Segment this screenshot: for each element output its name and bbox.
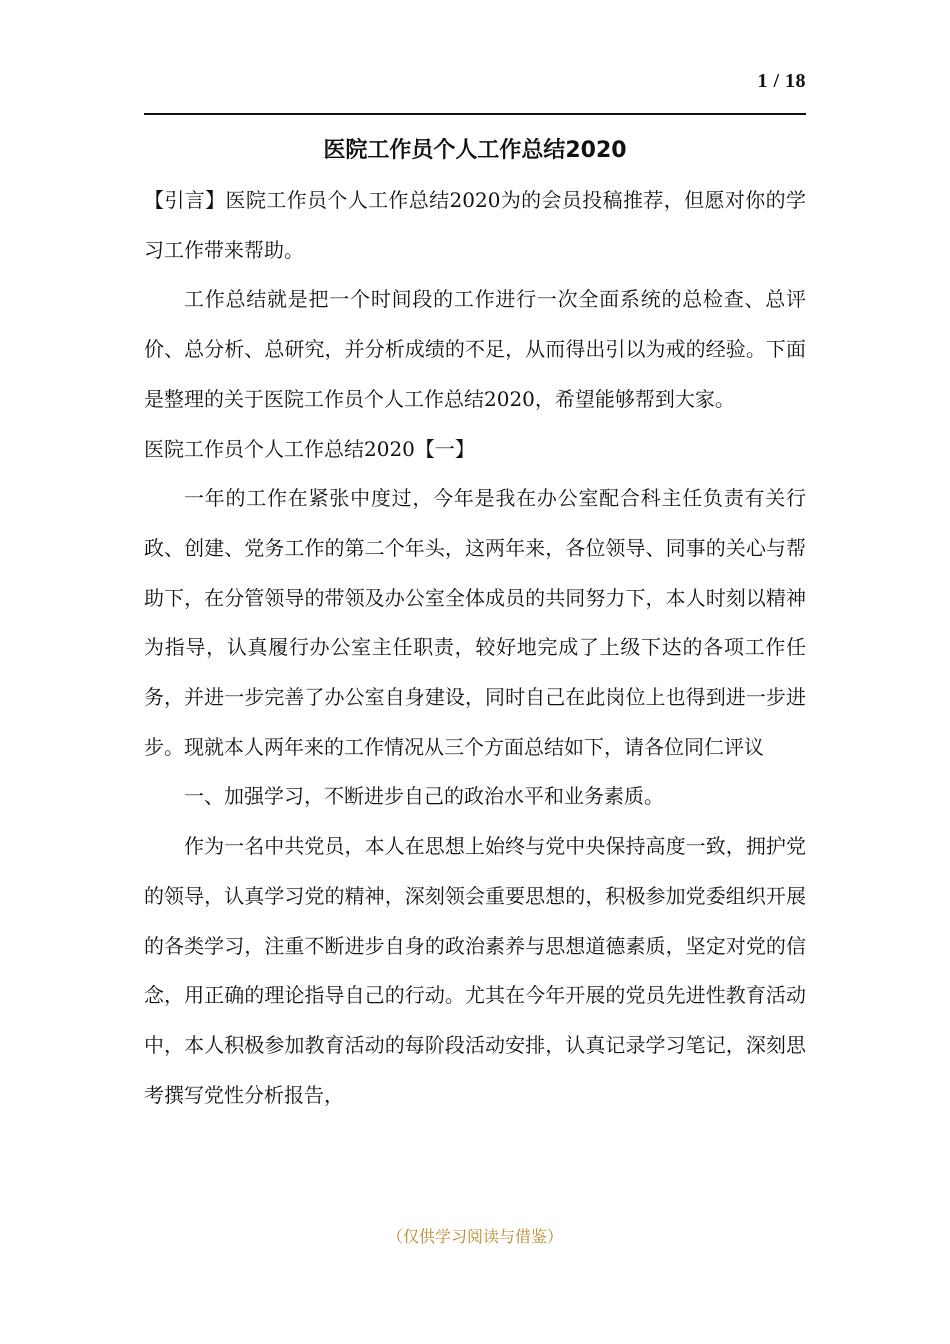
document-body <box>144 176 806 1120</box>
page-number: 1 / 18 <box>757 70 806 92</box>
body-paragraph: 作为一名中共党员，本人在思想上始终与党中央保持高度一致，拥护党的领导，认真学习党的精神，深刻领会重要思想的，积极参加党委组织开展的各类学习，注重不断进步自身的政治素养与思想道德素质，坚定对党的信念，用正确的理论指导自己的行动。尤其在今年开展的党员先进性教育活动中，本人积极参加教育活动的每阶段活动安排，认真记录学习笔记，深刻思考撰写党性分析报告， <box>144 834 806 1107</box>
section-heading: 医院工作员个人工作总结2020【一】 <box>144 436 475 461</box>
document-title: 医院工作员个人工作总结2020 <box>323 138 627 163</box>
body-paragraph: 一年的工作在紧张中度过，今年是我在办公室配合科主任负责有关行政、创建、党务工作的第二个年头，这两年来，各位领导、同事的关心与帮助下，在分管领导的带领及办公室全体成员的共同努力下，本人时刻以精神为指导，认真履行办公室主任职责，较好地完成了上级下达的各项工作任务，并进一步完善了办公室自身建设，同时自己在此岗位上也得到进一步进步。现就本人两年来的工作情况从三个方面总结如下，请各位同仁评议 <box>144 486 806 759</box>
body-paragraph: 工作总结就是把一个时间段的工作进行一次全面系统的总检查、总评价、总分析、总研究，并分析成绩的不足，从而得出引以为戒的经验。下面是整理的关于医院工作员个人工作总结2020，希望能够帮到大家。 <box>144 287 806 411</box>
footer-note: （仅供学习阅读与借鉴） <box>386 1227 563 1246</box>
intro-paragraph: 【引言】医院工作员个人工作总结2020为的会员投稿推荐，但愿对你的学习工作带来帮助。 <box>144 188 806 262</box>
subsection-heading: 一、加强学习，不断进步自己的政治水平和业务素质。 <box>184 784 664 809</box>
header-divider <box>144 113 806 115</box>
